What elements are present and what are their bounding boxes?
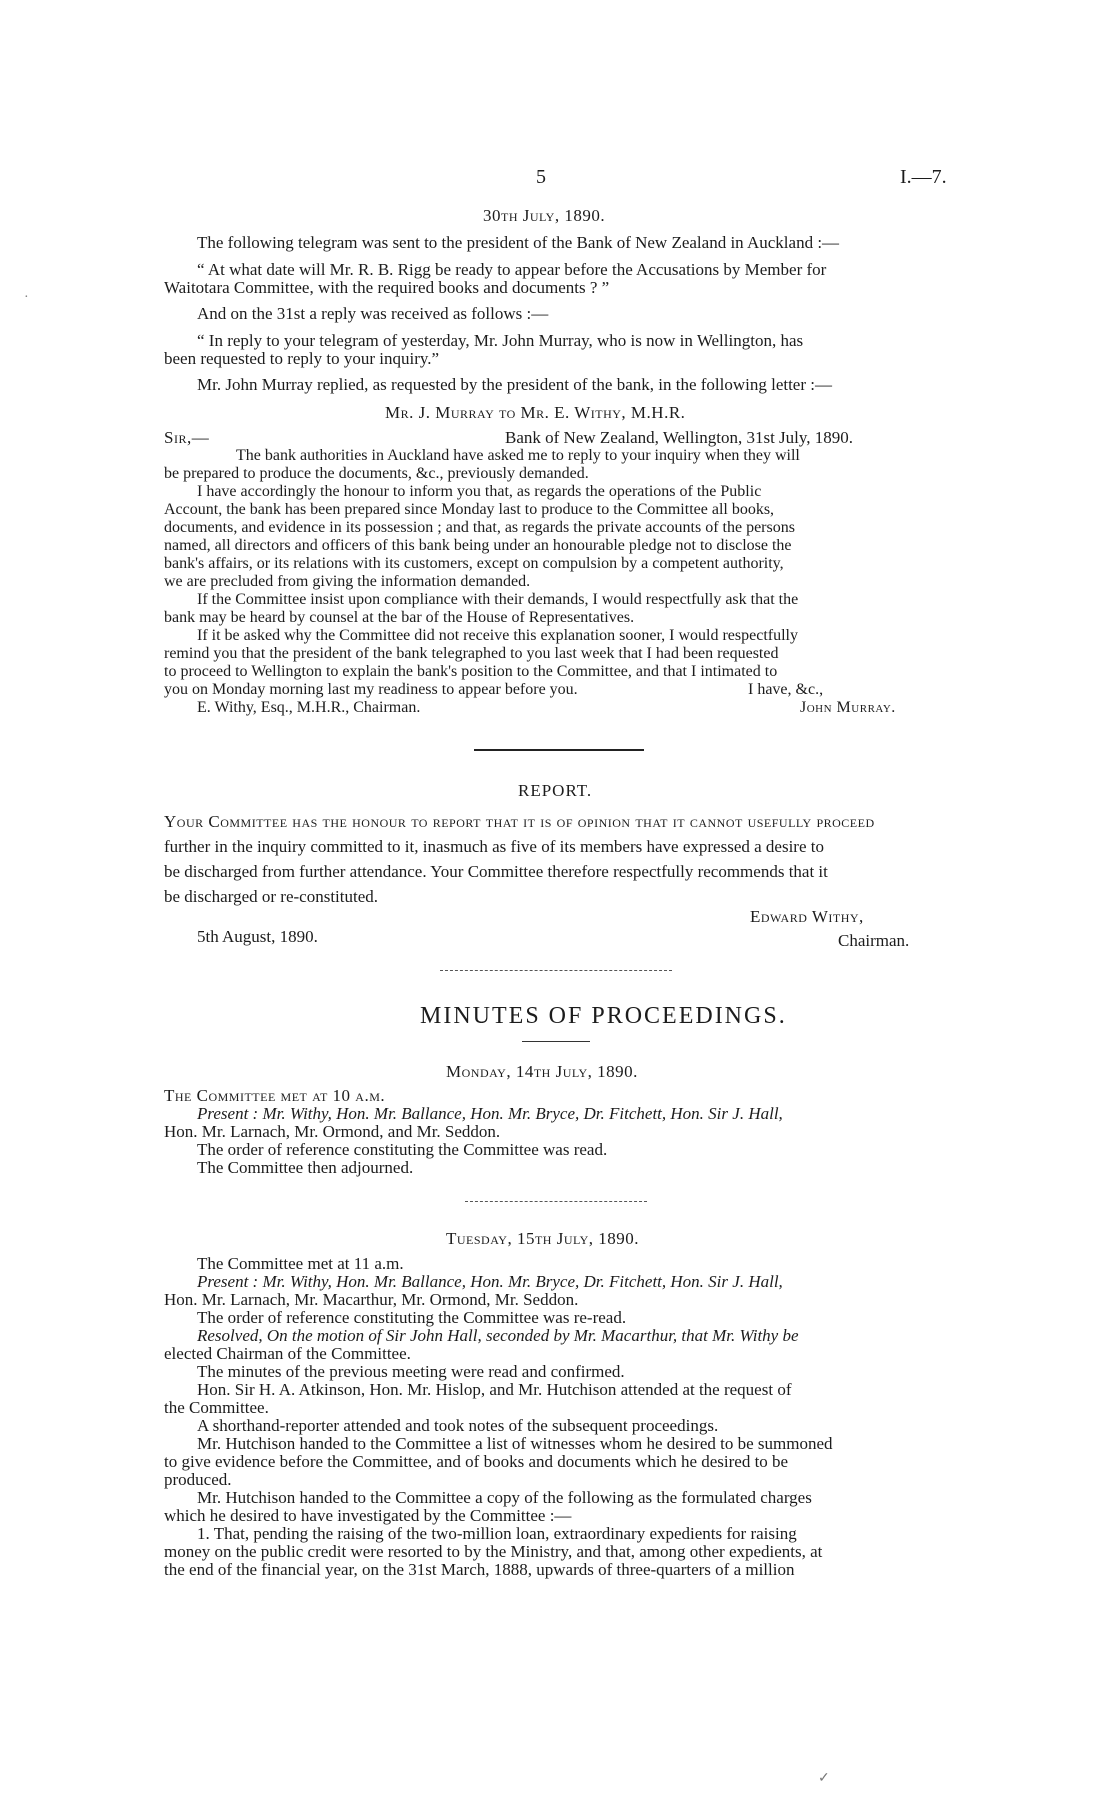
letter-salutation: Sir,— [164,428,210,447]
minutes-line: to give evidence before the Committee, and of books and documents which he desired to be [164,1452,789,1471]
scan-mark: · [24,290,29,305]
minutes-heading: MINUTES OF PROCEEDINGS. [420,1003,787,1029]
minutes-line: Hon. Mr. Larnach, Mr. Ormond, and Mr. Seddon. [164,1122,501,1141]
letter-place-date: Bank of New Zealand, Wellington, 31st July, 1890. [505,428,854,447]
page-number: 5 [536,166,546,188]
minutes-line: Hon. Sir H. A. Atkinson, Hon. Mr. Hislop, and Mr. Hutchison attended at the request of [197,1380,792,1399]
minutes-line: Hon. Mr. Larnach, Mr. Macarthur, Mr. Ormond, Mr. Seddon. [164,1290,579,1309]
letter-line: If the Committee insist upon compliance with their demands, I would respectfully ask that the [197,591,799,608]
letter-line: remind you that the president of the bank telegraphed to you last week that I had been requested [164,645,779,662]
minutes-line: The order of reference constituting the Committee was read. [197,1140,608,1159]
body-line: And on the 31st a reply was received as follows :— [197,304,549,323]
body-line: “ In reply to your telegram of yesterday, Mr. John Murray, who is now in Wellington, has [197,331,804,350]
body-line: The following telegram was sent to the president of the Bank of New Zealand in Auckland :— [197,233,840,252]
minutes-line: The Committee met at 11 a.m. [197,1254,404,1273]
minutes-line: The minutes of the previous meeting were read and confirmed. [197,1362,625,1381]
section-divider [474,749,644,751]
letter-signature: John Murray. [800,699,896,716]
body-line: been requested to reply to your inquiry.” [164,349,440,368]
body-line: Mr. John Murray replied, as requested by the president of the bank, in the following letter :— [197,375,832,394]
report-line-text: Your Committee has the honour to report that it is of opinion that it cannot usefully proceed [164,812,875,831]
letter-closing: I have, &c., [748,681,824,698]
section-divider [440,970,672,971]
report-heading: REPORT. [518,781,593,800]
letter-line: documents, and evidence in its possession ; and that, as regards the private accounts of the persons [164,519,795,536]
minutes-line: the end of the financial year, on the 31st March, 1888, upwards of three-quarters of a million [164,1560,795,1579]
document-reference: I.—7. [900,166,947,188]
minutes-line: The Committee then adjourned. [197,1158,414,1177]
letter-line: be prepared to produce the documents, &c., previously demanded. [164,465,589,482]
body-line: “ At what date will Mr. R. B. Rigg be ready to appear before the Accusations by Member for [197,260,827,279]
minutes-line: Mr. Hutchison handed to the Committee a copy of the following as the formulated charges [197,1488,812,1507]
minutes-line: elected Chairman of the Committee. [164,1344,411,1363]
section-divider [465,1201,647,1202]
report-line: further in the inquiry committed to it, inasmuch as five of its members have expressed a desire to [164,837,824,856]
minutes-line: 1. That, pending the raising of the two-million loan, extraordinary expedients for raising [197,1524,797,1543]
letter-line: to proceed to Wellington to explain the bank's position to the Committee, and that I intimated to [164,663,778,680]
minutes-line: The order of reference constituting the Committee was re-read. [197,1308,627,1327]
letter-line: The bank authorities in Auckland have asked me to reply to your inquiry when they will [236,447,800,464]
minutes-line [197,1104,783,1123]
minutes-line-text: Present : Mr. Withy, Hon. Mr. Ballance, Hon. Mr. Bryce, Dr. Fitchett, Hon. Sir J. Hall, [197,1272,783,1291]
report-line: be discharged from further attendance. Your Committee therefore respectfully recommends that it [164,862,828,881]
letter-line: bank may be heard by counsel at the bar of the House of Representatives. [164,609,635,626]
minutes-line: Mr. Hutchison handed to the Committee a list of witnesses whom he desired to be summoned [197,1434,833,1453]
minutes-line: A shorthand-reporter attended and took notes of the subsequent proceedings. [197,1416,719,1435]
letter-line: Account, the bank has been prepared since Monday last to produce to the Committee all books, [164,501,775,518]
minutes-line-text: Present : Mr. Withy, Hon. Mr. Ballance, Hon. Mr. Bryce, Dr. Fitchett, Hon. Sir J. Hall, [197,1104,783,1123]
letter-line: named, all directors and officers of this bank being under an honourable pledge not to disclose the [164,537,792,554]
body-line: Waitotara Committee, with the required books and documents ? ” [164,278,610,297]
minutes-line: money on the public credit were resorted to by the Ministry, and that, among other expedients, at [164,1542,823,1561]
heading-underline [522,1041,590,1042]
letter-heading: Mr. J. Murray to Mr. E. Withy, M.H.R. [385,403,686,422]
meeting-date-heading: Monday, 14th July, 1890. [446,1062,638,1081]
letter-line: we are precluded from giving the information demanded. [164,573,531,590]
section-date-heading: 30th July, 1890. [483,206,606,225]
minutes-line: produced. [164,1470,232,1489]
letter-line: you on Monday morning last my readiness to appear before you. [164,681,578,698]
minutes-line [197,1326,799,1345]
report-date: 5th August, 1890. [197,927,318,946]
report-line [164,812,875,831]
minutes-line [197,1272,783,1291]
scan-mark: ✓ [818,1771,830,1786]
letter-line: I have accordingly the honour to inform you that, as regards the operations of the Public [197,483,762,500]
minutes-line-text: Resolved, On the motion of Sir John Hall, seconded by Mr. Macarthur, that Mr. Withy be [197,1326,799,1345]
report-line: be discharged or re-constituted. [164,887,379,906]
letter-line: If it be asked why the Committee did not receive this explanation sooner, I would respectfully [197,627,798,644]
report-signatory-title: Chairman. [838,931,910,950]
letter-addressee: E. Withy, Esq., M.H.R., Chairman. [197,699,421,716]
meeting-date-heading: Tuesday, 15th July, 1890. [446,1229,640,1248]
minutes-line: the Committee. [164,1398,269,1417]
report-signatory: Edward Withy, [750,907,864,926]
letter-line: bank's affairs, or its relations with its customers, except on compulsion by a competent authority, [164,555,784,572]
minutes-line: which he desired to have investigated by the Committee :— [164,1506,572,1525]
minutes-line [164,1086,385,1105]
minutes-line-text: The Committee met at 10 a.m. [164,1086,386,1105]
